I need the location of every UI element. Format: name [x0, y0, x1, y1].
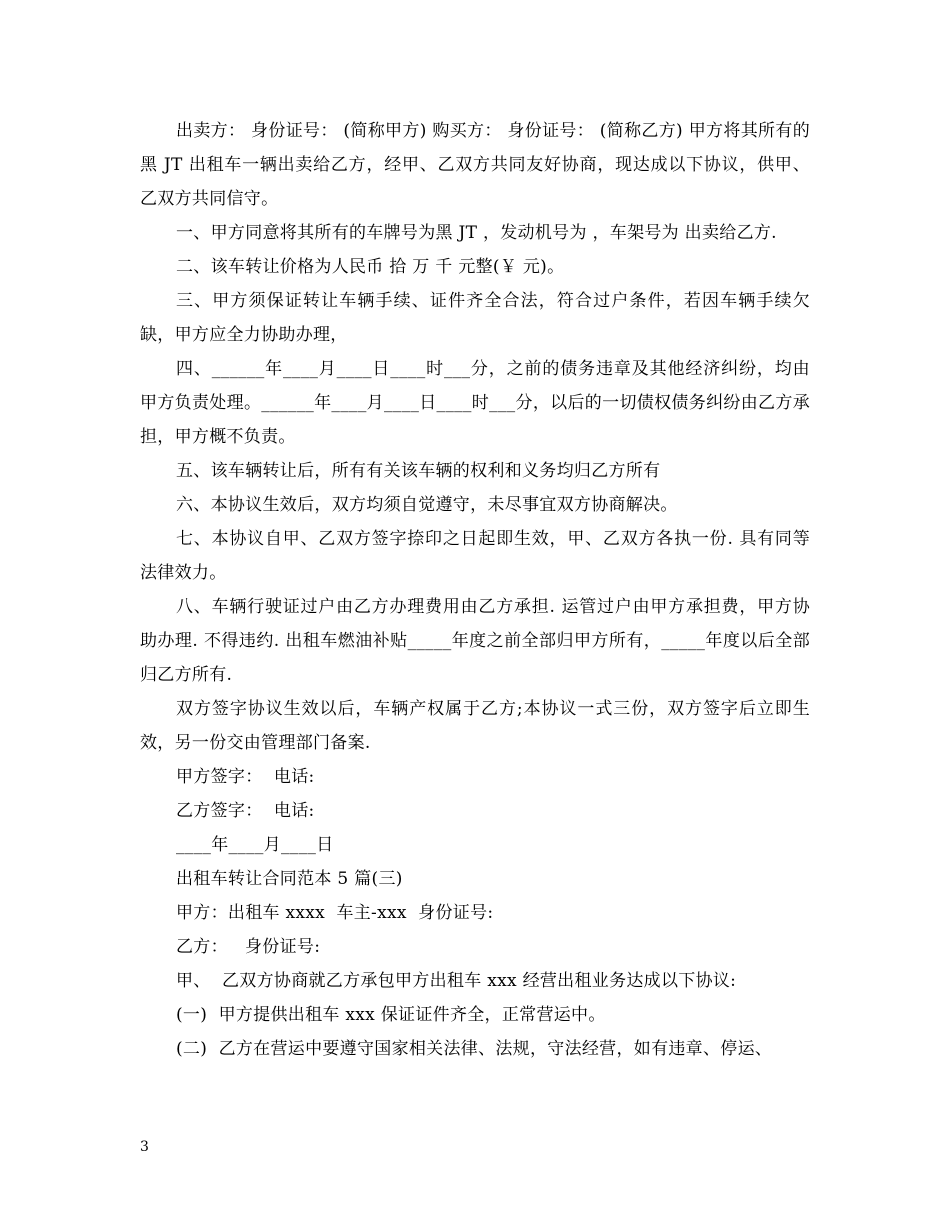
paragraph-clause-7: 七、本协议自甲、乙双方签字捺印之日起即生效，甲、乙双方各执一份. 具有同等法律效力。 — [140, 529, 810, 583]
page-number: 3 — [140, 1139, 149, 1155]
party-b-line: 乙方： 身份证号: — [176, 937, 321, 957]
agreement-item-1: (一) 甲方提供出租车 xxx 保证证件齐全，正常营运中。 — [176, 1005, 606, 1025]
paragraph-clause-3: 三、甲方须保证转让车辆手续、证件齐全合法，符合过户条件，若因车辆手续欠缺，甲方应全力协助办理， — [140, 291, 810, 345]
document-body — [140, 114, 810, 1066]
party-a-line: 甲方：出租车 xxxx 车主-xxx 身份证号: — [176, 903, 494, 923]
paragraph-clause-1: 一、甲方同意将其所有的车牌号为黑 JT ，发动机号为 ，车架号为 出卖给乙方. — [176, 223, 777, 243]
agreement-item-2: (二) 乙方在营运中要遵守国家相关法律、法规，守法经营，如有违章、停运、 — [176, 1039, 773, 1059]
paragraph-parties: 出卖方： 身份证号： (简称甲方) 购买方： 身份证号： (简称乙方) 甲方将其所有的黑 JT 出租车一辆出卖给乙方，经甲、乙双方共同友好协商，现达成以下协议，供甲、乙双方共同信守。 — [140, 121, 810, 209]
party-a-signature-line: 甲方签字： 电话: — [176, 767, 315, 787]
paragraph-clause-6: 六、本协议生效后，双方均须自觉遵守，未尽事宜双方协商解决。 — [176, 495, 678, 515]
paragraph-effectiveness: 双方签字协议生效以后，车辆产权属于乙方;本协议一式三份，双方签字后立即生效，另一份交由管理部门备案. — [140, 699, 810, 753]
date-line: ____年____月____日 — [176, 835, 334, 855]
paragraph-clause-8: 八、车辆行驶证过户由乙方办理费用由乙方承担. 运管过户由甲方承担费，甲方协助办理. 不得违约. 出租车燃油补贴_____年度之前全部归甲方所有，_____年度以后全部归乙方所有. — [140, 597, 810, 685]
paragraph-clause-5: 五、该车辆转让后，所有有关该车辆的权利和义务均归乙方所有 — [176, 461, 661, 481]
paragraph-clause-4: 四、______年____月____日____时___分，之前的债务违章及其他经济纠纷，均由甲方负责处理。______年____月____日____时___分，以后的一切债权债务纠纷由乙方承担，甲方概不负责。 — [140, 359, 810, 447]
paragraph-clause-2: 二、该车转让价格为人民币 拾 万 千 元整(￥ 元)。 — [176, 257, 565, 277]
party-b-signature-line: 乙方签字： 电话: — [176, 801, 315, 821]
agreement-intro-line: 甲、 乙双方协商就乙方承包甲方出租车 xxx 经营出租业务达成以下协议: — [176, 971, 737, 991]
section-heading: 出租车转让合同范本 5 篇(三) — [176, 869, 403, 889]
